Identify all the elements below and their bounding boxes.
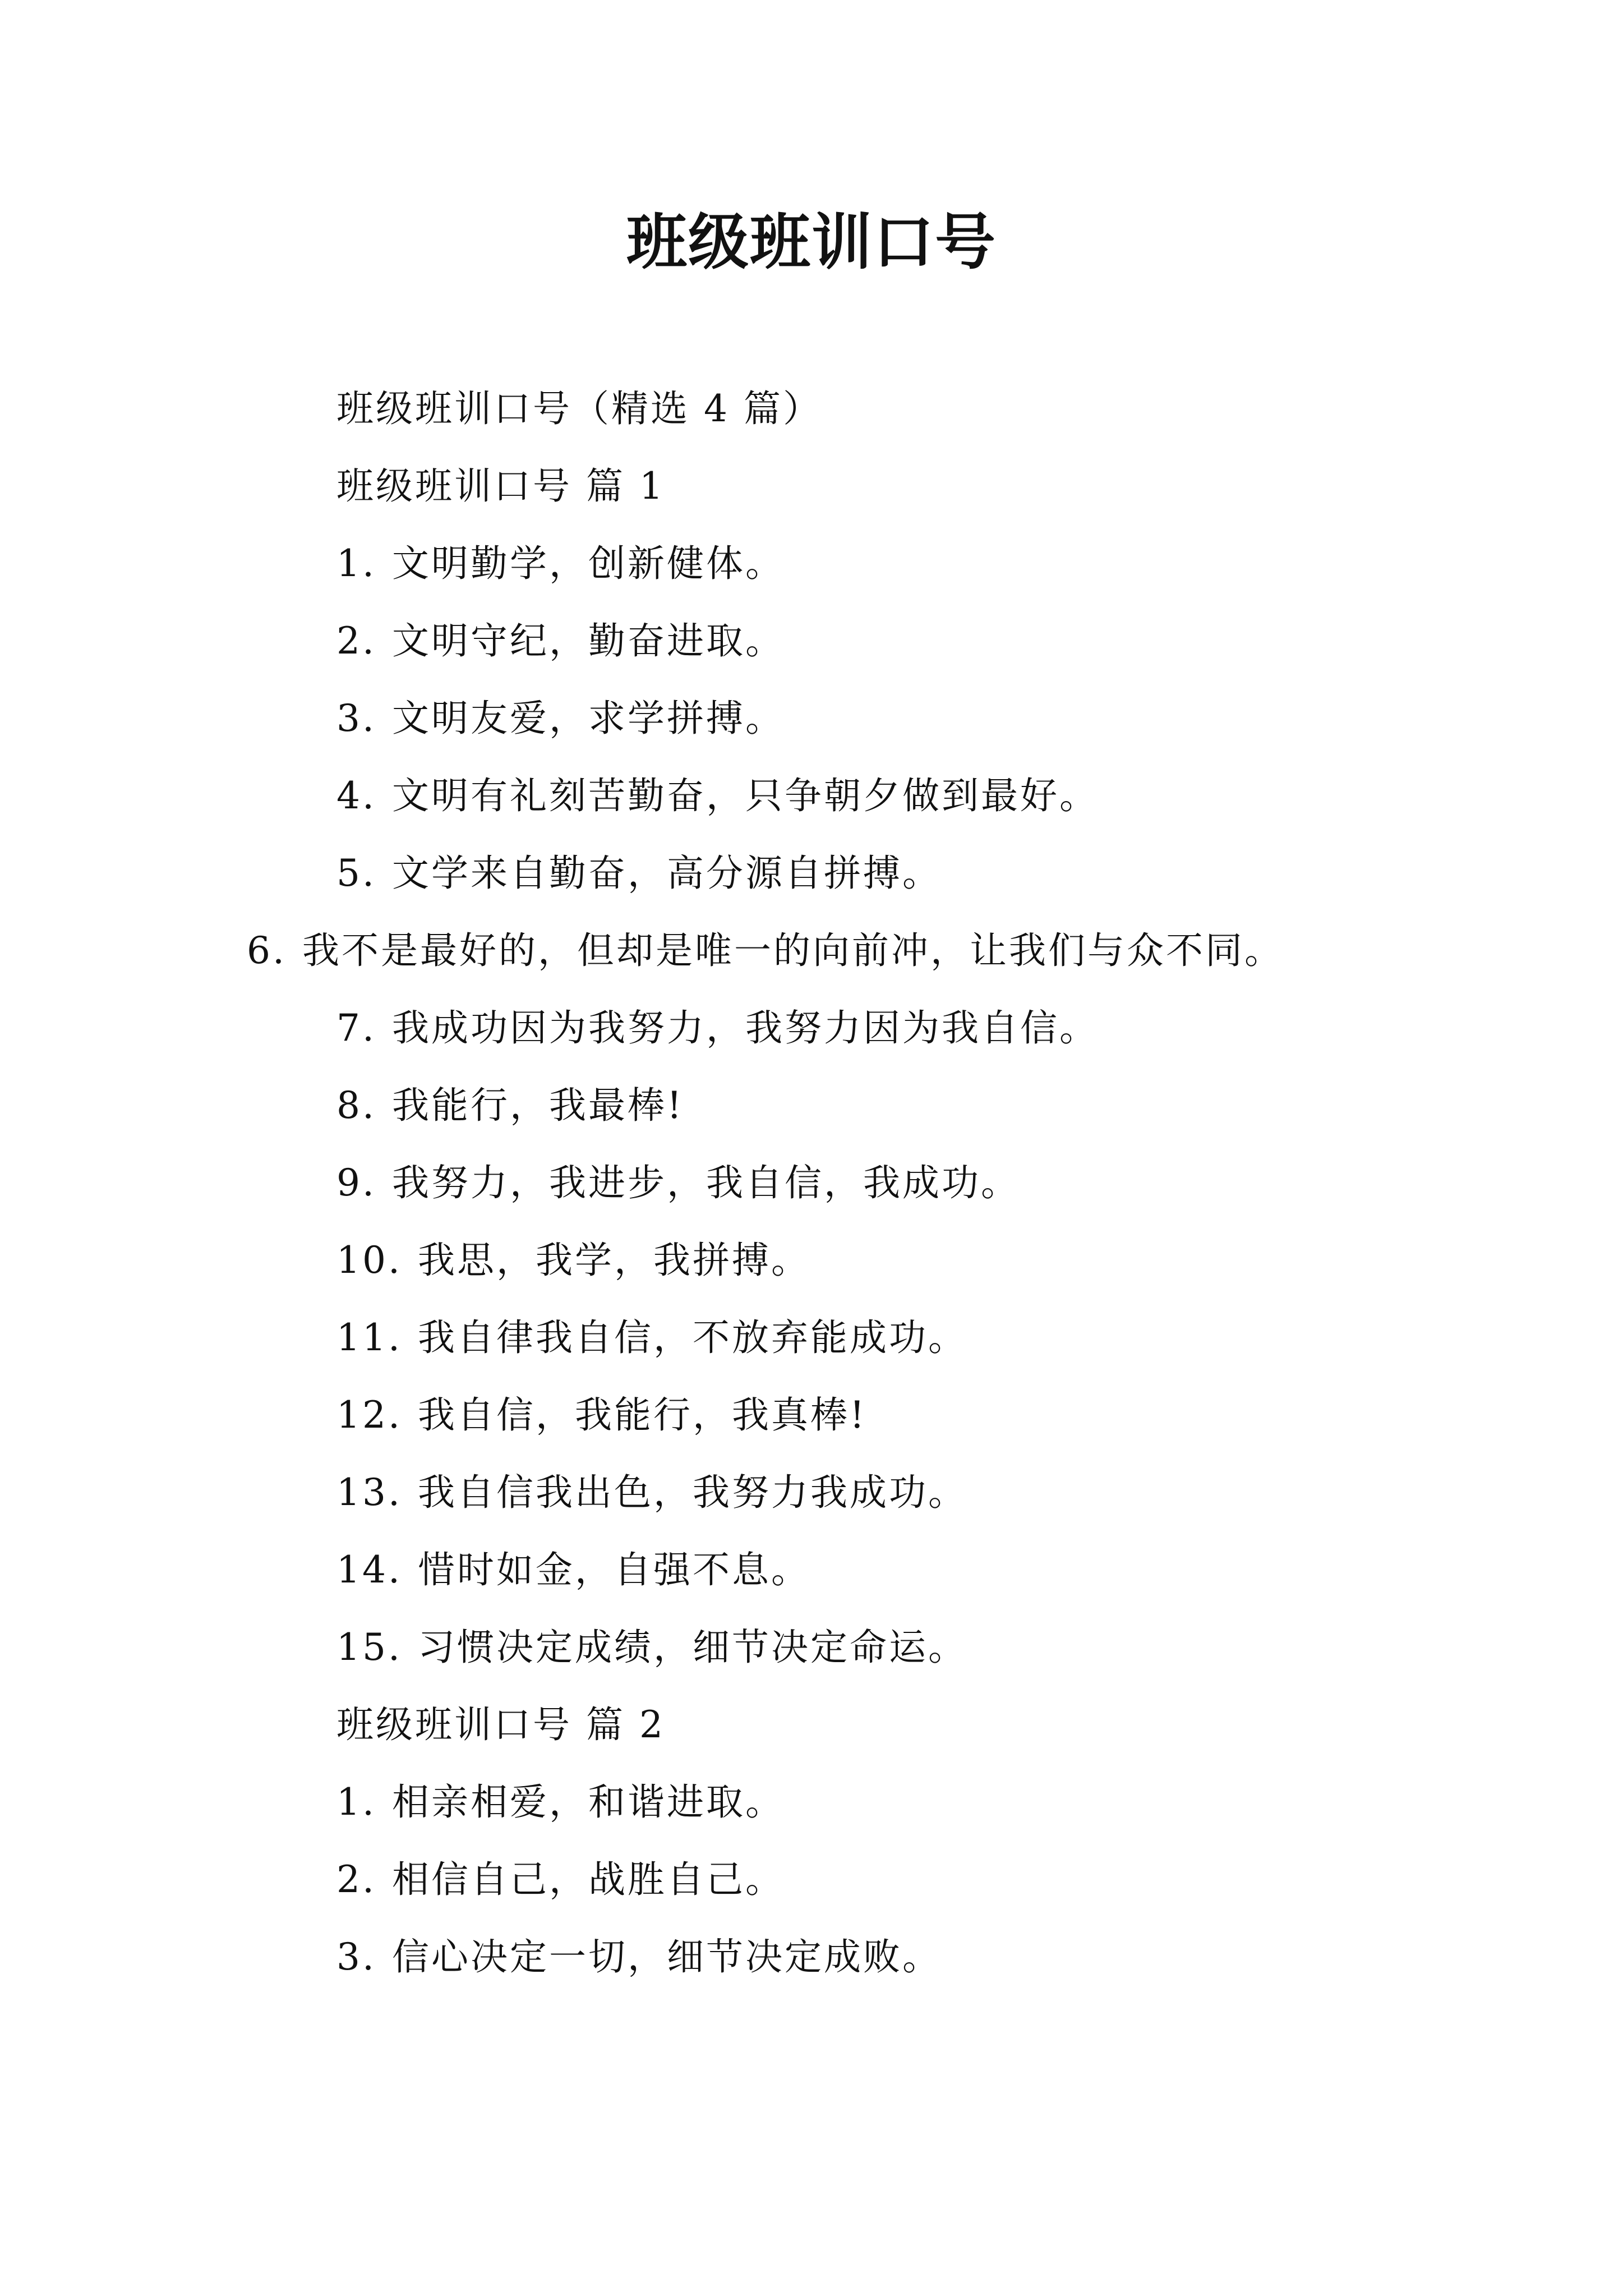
item-number: 8.: [336, 1084, 376, 1127]
item-text: 相亲相爱，和谐进取。: [391, 1780, 785, 1824]
item-number: 3.: [336, 1935, 376, 1978]
item-text: 我自信我出色，我努力我成功。: [417, 1471, 967, 1514]
list-item: [247, 525, 1396, 602]
item-text: 文明友爱，求学拼搏。: [391, 697, 785, 740]
list-item: [247, 1764, 1396, 1841]
item-text: 习惯决定成绩，细节决定命运。: [417, 1626, 967, 1669]
section-heading: [247, 1686, 1396, 1764]
subtitle-line: [247, 370, 1396, 448]
item-number: 1.: [336, 542, 376, 585]
line-text: 班级班训口号 篇 1: [336, 464, 665, 508]
item-number: 1.: [336, 1780, 376, 1824]
item-number: 5.: [336, 852, 376, 895]
item-number: 3.: [336, 697, 376, 740]
item-number: 9.: [336, 1161, 376, 1204]
list-item: [247, 1377, 1396, 1454]
item-number: 4.: [336, 774, 376, 817]
item-number: 13.: [336, 1471, 402, 1514]
item-text: 相信自己，战胜自己。: [391, 1858, 785, 1901]
list-item: [247, 1299, 1396, 1377]
item-text: 我自律我自信，不放弃能成功。: [417, 1316, 967, 1359]
list-item: [247, 1144, 1396, 1222]
item-number: 12.: [336, 1393, 402, 1437]
item-text: 文明勤学，创新健体。: [391, 542, 785, 585]
item-text: 我能行，我最棒!: [391, 1084, 684, 1127]
item-text: 文明有礼刻苦勤奋，只争朝夕做到最好。: [391, 774, 1099, 817]
item-number: 14.: [336, 1548, 402, 1591]
item-text: 我努力，我进步，我自信，我成功。: [391, 1161, 1020, 1204]
item-text: 文学来自勤奋，高分源自拼搏。: [391, 852, 942, 895]
list-item: [247, 602, 1396, 680]
document-body: [247, 370, 1396, 1996]
line-text: 班级班训口号 篇 2: [336, 1703, 665, 1746]
list-item: [247, 990, 1396, 1067]
list-item: [247, 1918, 1396, 1996]
item-text: 我自信，我能行，我真棒!: [417, 1393, 867, 1437]
item-text: 文明守纪，勤奋进取。: [391, 619, 785, 662]
list-item: [247, 1222, 1396, 1299]
list-item: [157, 912, 1307, 990]
document-title: 班级班训口号: [626, 207, 997, 278]
item-text: 我思，我学，我拼搏。: [417, 1239, 810, 1282]
line-text: 班级班训口号（精选 4 篇）: [336, 387, 822, 430]
item-number: 7.: [336, 1006, 376, 1050]
item-number: 11.: [336, 1316, 402, 1359]
item-number: 15.: [336, 1626, 402, 1669]
list-item: [247, 1067, 1396, 1144]
list-item: [247, 1609, 1396, 1686]
list-item: [247, 1531, 1396, 1609]
item-text: 我不是最好的，但却是唯一的向前冲，让我们与众不同。: [302, 929, 1284, 972]
item-number: 2.: [336, 1858, 376, 1901]
item-text: 惜时如金，自强不息。: [417, 1548, 810, 1591]
list-item: [247, 1454, 1396, 1531]
item-text: 信心决定一切，细节决定成败。: [391, 1935, 942, 1978]
item-text: 我成功因为我努力，我努力因为我自信。: [391, 1006, 1099, 1050]
item-number: 2.: [336, 619, 376, 662]
list-item: [247, 680, 1396, 757]
list-item: [247, 1841, 1396, 1918]
section-heading: [247, 448, 1396, 525]
list-item: [247, 835, 1396, 912]
item-number: 10.: [336, 1239, 402, 1282]
item-number: 6.: [247, 929, 287, 972]
list-item: [247, 757, 1396, 835]
